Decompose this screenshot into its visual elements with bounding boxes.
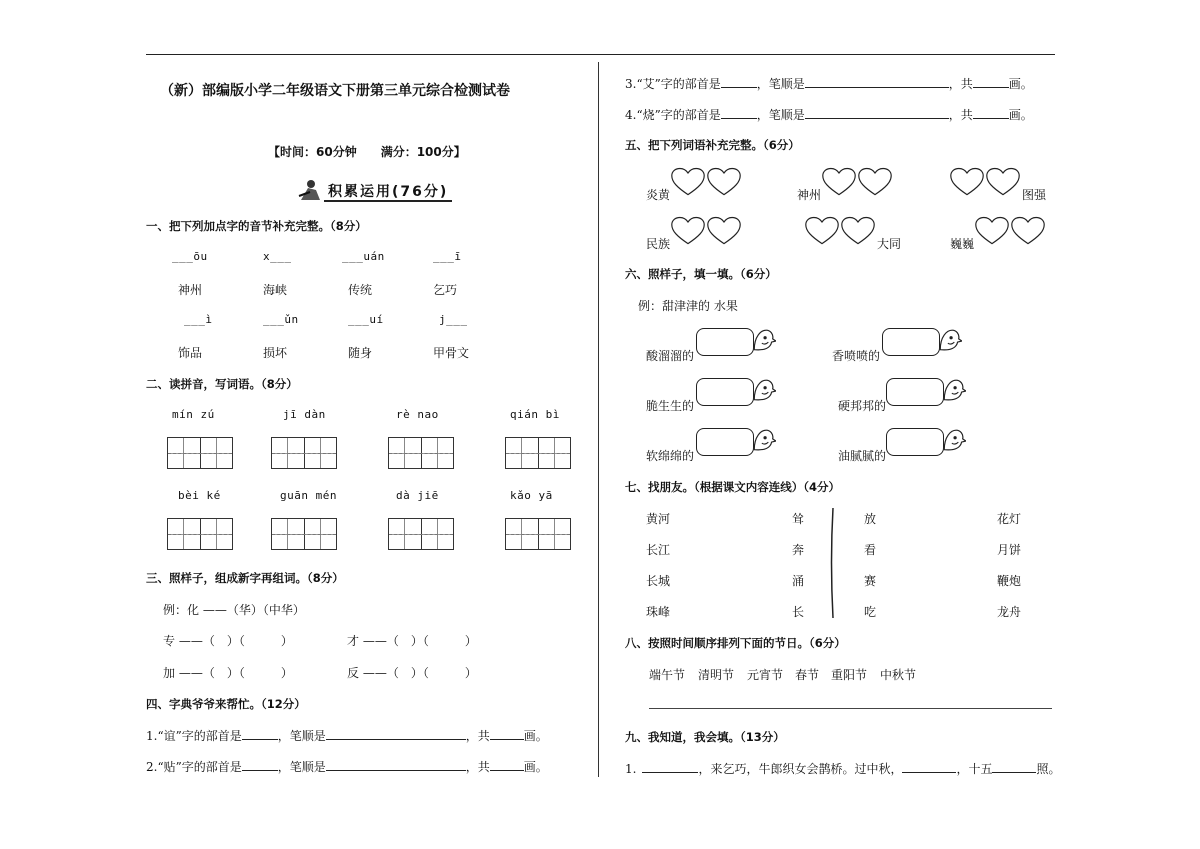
blank[interactable] bbox=[490, 727, 524, 740]
blank[interactable] bbox=[490, 758, 524, 771]
writing-grid[interactable] bbox=[167, 518, 233, 550]
pinyin-blank: ___uán bbox=[342, 250, 385, 263]
idiom-part: 大同 bbox=[877, 237, 902, 251]
sec4-heading: 四、字典爷爷来帮忙。（12分） bbox=[146, 697, 306, 711]
sec3-item[interactable]: 才 ——（ ）（ ） bbox=[347, 634, 477, 648]
match-item[interactable]: 涌 bbox=[792, 574, 805, 588]
sec3-example: 例：化 ——（华）（中华） bbox=[163, 603, 305, 617]
pinyin-blank: j___ bbox=[439, 313, 468, 326]
heart-blank[interactable] bbox=[1010, 216, 1046, 246]
heart-blank[interactable] bbox=[706, 216, 742, 246]
heart-blank[interactable] bbox=[974, 216, 1010, 246]
adj-phrase: 油腻腻的 bbox=[838, 449, 887, 463]
item-text: “贴”字的部首是 bbox=[157, 760, 242, 774]
pinyin-blank: ___ī bbox=[433, 250, 462, 263]
banner-underline bbox=[324, 200, 452, 202]
pinyin-prompt: bèi ké bbox=[178, 489, 221, 502]
bird-icon bbox=[942, 378, 966, 404]
blank[interactable] bbox=[973, 106, 1009, 119]
match-item[interactable]: 奔 bbox=[792, 543, 805, 557]
sec9-q1 bbox=[625, 760, 1061, 777]
pinyin-prompt: kǎo yā bbox=[510, 489, 553, 502]
item-text: 画。 bbox=[523, 729, 548, 743]
column-divider bbox=[598, 62, 599, 777]
sec3-item[interactable]: 加 ——（ ）（ ） bbox=[163, 666, 293, 680]
q-text: ，十五 bbox=[956, 762, 993, 776]
divider-curve bbox=[828, 506, 838, 620]
bird-icon bbox=[752, 328, 776, 354]
blank[interactable] bbox=[242, 727, 278, 740]
word: 甲骨文 bbox=[433, 346, 470, 360]
item-text: 画。 bbox=[523, 760, 548, 774]
pinyin-blank: ___uí bbox=[348, 313, 384, 326]
sec3-heading: 三、照样子，组成新字再组词。（8分） bbox=[146, 571, 344, 585]
sec4-item-4 bbox=[625, 106, 1033, 123]
idiom-part: 图强 bbox=[1022, 188, 1047, 202]
pinyin-prompt: jī dàn bbox=[283, 408, 326, 421]
heart-blank[interactable] bbox=[949, 167, 985, 197]
blank[interactable] bbox=[902, 760, 956, 773]
sec6-heading: 六、照样子，填一填。（6分） bbox=[625, 267, 777, 281]
pinyin-prompt: rè nao bbox=[396, 408, 439, 421]
pinyin-prompt: guān mén bbox=[280, 489, 337, 502]
sec1-heading: 一、把下列加点字的音节补充完整。（8分） bbox=[146, 219, 367, 233]
q-text: 照。 bbox=[1036, 762, 1061, 776]
sec4-item-2 bbox=[146, 758, 548, 775]
blank[interactable] bbox=[992, 760, 1036, 773]
top-rule bbox=[146, 54, 1055, 55]
heart-blank[interactable] bbox=[985, 167, 1021, 197]
blank[interactable] bbox=[721, 75, 757, 88]
word: 损坏 bbox=[263, 346, 288, 360]
adj-phrase: 硬邦邦的 bbox=[838, 399, 887, 413]
heart-blank[interactable] bbox=[840, 216, 876, 246]
heart-blank[interactable] bbox=[821, 167, 857, 197]
item-text: “烧”字的部首是 bbox=[636, 108, 721, 122]
answer-bubble[interactable] bbox=[696, 428, 754, 456]
bird-icon bbox=[938, 328, 962, 354]
match-item[interactable]: 花灯 bbox=[997, 512, 1022, 526]
writing-grid[interactable] bbox=[388, 518, 454, 550]
pinyin-blank: x___ bbox=[263, 250, 292, 263]
word: 神州 bbox=[178, 283, 203, 297]
banner-text: 积累运用(76分) bbox=[328, 184, 449, 200]
item-text: ，笔顺是 bbox=[756, 108, 805, 122]
word: 传统 bbox=[348, 283, 373, 297]
sec4-item-1 bbox=[146, 727, 548, 744]
blank[interactable] bbox=[805, 75, 949, 88]
bird-icon bbox=[752, 428, 776, 454]
match-item[interactable]: 看 bbox=[864, 543, 877, 557]
blank[interactable] bbox=[973, 75, 1009, 88]
pinyin-prompt: dà jiē bbox=[396, 489, 439, 502]
blank[interactable] bbox=[326, 758, 466, 771]
item-text: ，笔顺是 bbox=[277, 760, 326, 774]
answer-bubble[interactable] bbox=[696, 378, 754, 406]
pinyin-blank: ___ōu bbox=[172, 250, 208, 263]
heart-blank[interactable] bbox=[706, 167, 742, 197]
writing-grid[interactable] bbox=[505, 518, 571, 550]
writing-grid[interactable] bbox=[271, 437, 337, 469]
festival: 元宵节 bbox=[747, 668, 784, 682]
item-text: 画。 bbox=[1008, 77, 1033, 91]
idiom-part: 民族 bbox=[646, 237, 671, 251]
blank[interactable] bbox=[642, 760, 698, 773]
festival: 重阳节 bbox=[831, 668, 868, 682]
heart-blank[interactable] bbox=[857, 167, 893, 197]
item-text: ，共 bbox=[948, 77, 973, 91]
writing-grid[interactable] bbox=[505, 437, 571, 469]
festival: 春节 bbox=[795, 668, 820, 682]
blank[interactable] bbox=[721, 106, 757, 119]
match-item[interactable]: 鞭炮 bbox=[997, 574, 1022, 588]
idiom-part: 神州 bbox=[797, 188, 822, 202]
time-info: 【时间：60分钟 满分：100分】 bbox=[268, 145, 466, 159]
match-item[interactable]: 耸 bbox=[792, 512, 805, 526]
bird-icon bbox=[752, 378, 776, 404]
match-item[interactable]: 吃 bbox=[864, 605, 877, 619]
bird-icon bbox=[942, 428, 966, 454]
writing-grid[interactable] bbox=[271, 518, 337, 550]
item-text: “艾”字的部首是 bbox=[636, 77, 721, 91]
item-text: “谊”字的部首是 bbox=[157, 729, 242, 743]
sec5-heading: 五、把下列词语补充完整。（6分） bbox=[625, 138, 800, 152]
match-item[interactable]: 长城 bbox=[646, 574, 671, 588]
section-banner bbox=[296, 178, 454, 202]
item-num: 4. bbox=[625, 108, 637, 122]
word: 海峡 bbox=[263, 283, 288, 297]
word: 乞巧 bbox=[433, 283, 458, 297]
adj-phrase: 软绵绵的 bbox=[646, 449, 695, 463]
sec4-item-3 bbox=[625, 75, 1033, 92]
q-text: ，来乞巧，牛郎织女会鹊桥。过中秋， bbox=[698, 762, 903, 776]
item-num: 1. bbox=[146, 729, 158, 743]
idiom-part: 巍巍 bbox=[950, 237, 975, 251]
festival: 中秋节 bbox=[880, 668, 917, 682]
item-text: ，共 bbox=[465, 760, 490, 774]
match-item[interactable]: 月饼 bbox=[997, 543, 1022, 557]
match-item[interactable]: 黄河 bbox=[646, 512, 671, 526]
heart-blank[interactable] bbox=[670, 167, 706, 197]
idiom-part: 炎黄 bbox=[646, 188, 671, 202]
adj-phrase: 酸溜溜的 bbox=[646, 349, 695, 363]
sec9-heading: 九、我知道，我会填。（13分） bbox=[625, 730, 785, 744]
match-item[interactable]: 珠峰 bbox=[646, 605, 671, 619]
item-text: ，共 bbox=[948, 108, 973, 122]
blank[interactable] bbox=[326, 727, 466, 740]
pinyin-blank: ___ì bbox=[184, 313, 213, 326]
sec3-item[interactable]: 反 ——（ ）（ ） bbox=[347, 666, 477, 680]
word: 饰品 bbox=[178, 346, 203, 360]
word: 随身 bbox=[348, 346, 373, 360]
item-text: ，笔顺是 bbox=[756, 77, 805, 91]
writing-figure-icon bbox=[296, 178, 322, 202]
page-title: （新）部编版小学二年级语文下册第三单元综合检测试卷 bbox=[160, 83, 510, 99]
blank[interactable] bbox=[242, 758, 278, 771]
item-num: 3. bbox=[625, 77, 637, 91]
adj-phrase: 脆生生的 bbox=[646, 399, 695, 413]
heart-blank[interactable] bbox=[670, 216, 706, 246]
writing-grid[interactable] bbox=[167, 437, 233, 469]
adj-phrase: 香喷喷的 bbox=[832, 349, 881, 363]
sec3-item[interactable]: 专 ——（ ）（ ） bbox=[163, 634, 293, 648]
item-text: 画。 bbox=[1008, 108, 1033, 122]
match-item[interactable]: 放 bbox=[864, 512, 877, 526]
match-item[interactable]: 龙舟 bbox=[997, 605, 1022, 619]
match-item[interactable]: 长 bbox=[792, 605, 805, 619]
item-num: 2. bbox=[146, 760, 158, 774]
festival: 端午节 bbox=[649, 668, 686, 682]
sec8-heading: 八、按照时间顺序排列下面的节日。（6分） bbox=[625, 636, 846, 650]
sec2-heading: 二、读拼音，写词语。（8分） bbox=[146, 377, 298, 391]
match-item[interactable]: 赛 bbox=[864, 574, 877, 588]
answer-bubble[interactable] bbox=[696, 328, 754, 356]
answer-bubble[interactable] bbox=[882, 328, 940, 356]
match-item[interactable]: 长江 bbox=[646, 543, 671, 557]
pinyin-blank: ___ǔn bbox=[263, 313, 299, 326]
festival: 清明节 bbox=[698, 668, 735, 682]
item-text: ，共 bbox=[465, 729, 490, 743]
sec7-heading: 七、找朋友。（根据课文内容连线）（4分） bbox=[625, 480, 840, 494]
answer-line[interactable] bbox=[649, 708, 1052, 709]
answer-bubble[interactable] bbox=[886, 378, 944, 406]
answer-bubble[interactable] bbox=[886, 428, 944, 456]
sec6-example: 例：甜津津的 水果 bbox=[638, 299, 738, 313]
pinyin-prompt: mín zú bbox=[172, 408, 215, 421]
heart-blank[interactable] bbox=[804, 216, 840, 246]
item-text: ，笔顺是 bbox=[277, 729, 326, 743]
blank[interactable] bbox=[805, 106, 949, 119]
writing-grid[interactable] bbox=[388, 437, 454, 469]
q-num: 1. bbox=[625, 762, 637, 776]
pinyin-prompt: qián bì bbox=[510, 408, 560, 421]
